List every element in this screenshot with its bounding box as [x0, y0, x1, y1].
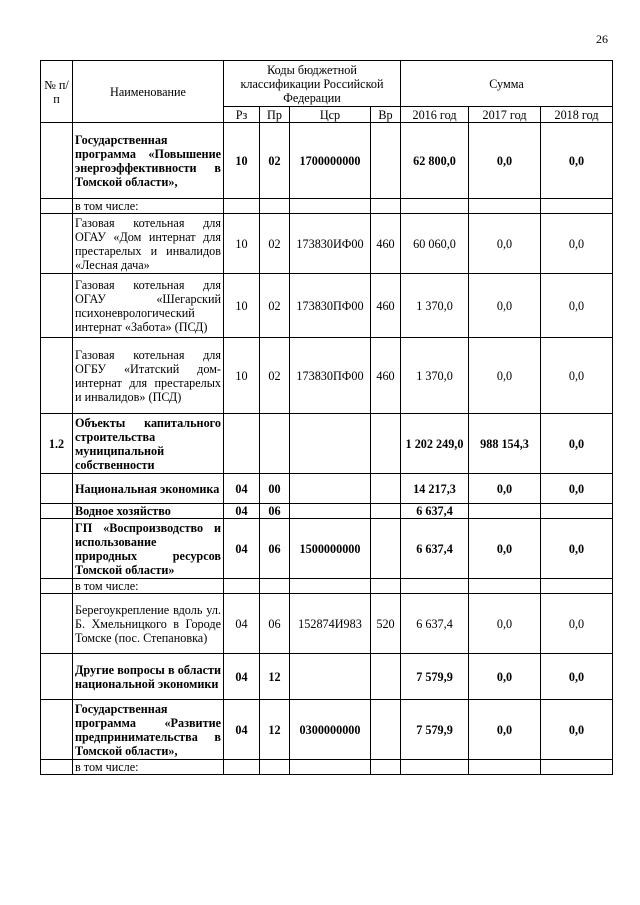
row-2018: 0,0 — [541, 474, 613, 504]
row-rz: 04 — [224, 700, 260, 760]
row-2017: 0,0 — [469, 338, 541, 414]
row-2017: 988 154,3 — [469, 414, 541, 474]
header-num: № п/п — [41, 61, 73, 123]
row-rz: 04 — [224, 654, 260, 700]
row-name: Газовая котельная для ОГАУ «Дом интернат для престарелых и инвалидов «Лесная дача» — [73, 214, 224, 274]
row-num — [41, 519, 73, 579]
row-2018: 0,0 — [541, 338, 613, 414]
row-2018: 0,0 — [541, 123, 613, 199]
row-num — [41, 760, 73, 775]
row-2017: 0,0 — [469, 123, 541, 199]
row-csr: 173830ПФ00 — [290, 274, 371, 338]
row-pr: 12 — [260, 654, 290, 700]
row-num — [41, 474, 73, 504]
row-vr — [371, 123, 401, 199]
row-2016: 1 370,0 — [401, 274, 469, 338]
row-vr — [371, 414, 401, 474]
row-2018: 0,0 — [541, 594, 613, 654]
row-rz: 10 — [224, 214, 260, 274]
row-name: в том числе: — [73, 199, 224, 214]
header-vr: Вр — [371, 107, 401, 123]
row-name: Объекты капитального строительства муниципальной собственности — [73, 414, 224, 474]
row-num — [41, 504, 73, 519]
row-pr: 06 — [260, 594, 290, 654]
header-2017: 2017 год — [469, 107, 541, 123]
table-row — [41, 414, 613, 474]
row-2016: 6 637,4 — [401, 504, 469, 519]
row-2017: 0,0 — [469, 519, 541, 579]
row-rz: 10 — [224, 123, 260, 199]
row-name: ГП «Воспроизводство и использование природных ресурсов Томской области» — [73, 519, 224, 579]
row-rz: 04 — [224, 504, 260, 519]
row-vr — [371, 654, 401, 700]
row-name: Газовая котельная для ОГАУ «Шегарский психоневрологический интернат «Забота» (ПСД) — [73, 274, 224, 338]
row-rz — [224, 414, 260, 474]
row-csr — [290, 474, 371, 504]
row-pr: 00 — [260, 474, 290, 504]
row-pr: 06 — [260, 519, 290, 579]
row-num — [41, 700, 73, 760]
row-2016: 14 217,3 — [401, 474, 469, 504]
row-rz: 04 — [224, 519, 260, 579]
row-csr: 152874И983 — [290, 594, 371, 654]
row-2016: 1 202 249,0 — [401, 414, 469, 474]
row-num — [41, 214, 73, 274]
row-2016: 60 060,0 — [401, 214, 469, 274]
row-vr — [371, 474, 401, 504]
row-2018: 0,0 — [541, 214, 613, 274]
row-csr — [290, 504, 371, 519]
row-2017: 0,0 — [469, 700, 541, 760]
header-row — [41, 61, 613, 107]
row-vr: 460 — [371, 274, 401, 338]
row-2018 — [541, 504, 613, 519]
row-pr: 06 — [260, 504, 290, 519]
row-csr: 173830ИФ00 — [290, 214, 371, 274]
row-2018: 0,0 — [541, 700, 613, 760]
row-name: Водное хозяйство — [73, 504, 224, 519]
budget-table — [40, 60, 613, 775]
row-csr: 1500000000 — [290, 519, 371, 579]
row-2017: 0,0 — [469, 594, 541, 654]
row-num — [41, 594, 73, 654]
row-csr — [290, 414, 371, 474]
table-row — [41, 700, 613, 760]
row-2018: 0,0 — [541, 519, 613, 579]
row-vr: 460 — [371, 214, 401, 274]
row-pr: 12 — [260, 700, 290, 760]
row-2018: 0,0 — [541, 414, 613, 474]
header-codes: Коды бюджетной классификации Российской Федерации — [224, 61, 401, 107]
row-pr — [260, 414, 290, 474]
row-name: Государственная программа «Повышение энергоэффективности в Томской области», — [73, 123, 224, 199]
table-row — [41, 594, 613, 654]
row-num — [41, 654, 73, 700]
table-row — [41, 504, 613, 519]
header-name: Наименование — [73, 61, 224, 123]
row-rz: 04 — [224, 594, 260, 654]
row-num — [41, 274, 73, 338]
row-rz: 04 — [224, 474, 260, 504]
row-pr: 02 — [260, 338, 290, 414]
row-2017: 0,0 — [469, 274, 541, 338]
row-name: в том числе: — [73, 579, 224, 594]
header-csr: Цср — [290, 107, 371, 123]
table-row — [41, 760, 613, 775]
table-row — [41, 579, 613, 594]
table-row — [41, 123, 613, 199]
table-row — [41, 474, 613, 504]
row-name: Другие вопросы в области национальной экономики — [73, 654, 224, 700]
row-vr — [371, 700, 401, 760]
table-row — [41, 519, 613, 579]
row-2018: 0,0 — [541, 274, 613, 338]
row-2016: 62 800,0 — [401, 123, 469, 199]
row-2018: 0,0 — [541, 654, 613, 700]
row-vr — [371, 519, 401, 579]
row-2016: 6 637,4 — [401, 519, 469, 579]
row-csr: 173830ПФ00 — [290, 338, 371, 414]
header-rz: Рз — [224, 107, 260, 123]
table-row — [41, 214, 613, 274]
row-2017 — [469, 504, 541, 519]
row-name: Национальная экономика — [73, 474, 224, 504]
row-name: в том числе: — [73, 760, 224, 775]
row-pr: 02 — [260, 123, 290, 199]
row-csr: 1700000000 — [290, 123, 371, 199]
table-row — [41, 654, 613, 700]
row-2016: 7 579,9 — [401, 654, 469, 700]
row-vr: 520 — [371, 594, 401, 654]
header-pr: Пр — [260, 107, 290, 123]
row-csr: 0300000000 — [290, 700, 371, 760]
row-num: 1.2 — [41, 414, 73, 474]
row-csr — [290, 654, 371, 700]
row-pr: 02 — [260, 214, 290, 274]
row-num — [41, 338, 73, 414]
row-2017: 0,0 — [469, 474, 541, 504]
row-vr: 460 — [371, 338, 401, 414]
table-row — [41, 274, 613, 338]
row-name: Берегоукрепление вдоль ул. Б. Хмельницкого в Городе Томске (пос. Степановка) — [73, 594, 224, 654]
header-2018: 2018 год — [541, 107, 613, 123]
row-vr — [371, 504, 401, 519]
row-num — [41, 579, 73, 594]
row-2016: 7 579,9 — [401, 700, 469, 760]
row-name: Государственная программа «Развитие предпринимательства в Томской области», — [73, 700, 224, 760]
header-2016: 2016 год — [401, 107, 469, 123]
row-rz: 10 — [224, 338, 260, 414]
row-2016: 1 370,0 — [401, 338, 469, 414]
page-number: 26 — [596, 32, 608, 46]
row-rz: 10 — [224, 274, 260, 338]
table-row — [41, 199, 613, 214]
row-2017: 0,0 — [469, 654, 541, 700]
table-row — [41, 338, 613, 414]
row-pr: 02 — [260, 274, 290, 338]
row-num — [41, 199, 73, 214]
row-2017: 0,0 — [469, 214, 541, 274]
row-num — [41, 123, 73, 199]
row-name: Газовая котельная для ОГБУ «Итатский дом-интернат для престарелых и инвалидов» (ПСД) — [73, 338, 224, 414]
row-2016: 6 637,4 — [401, 594, 469, 654]
header-sum: Сумма — [401, 61, 613, 107]
